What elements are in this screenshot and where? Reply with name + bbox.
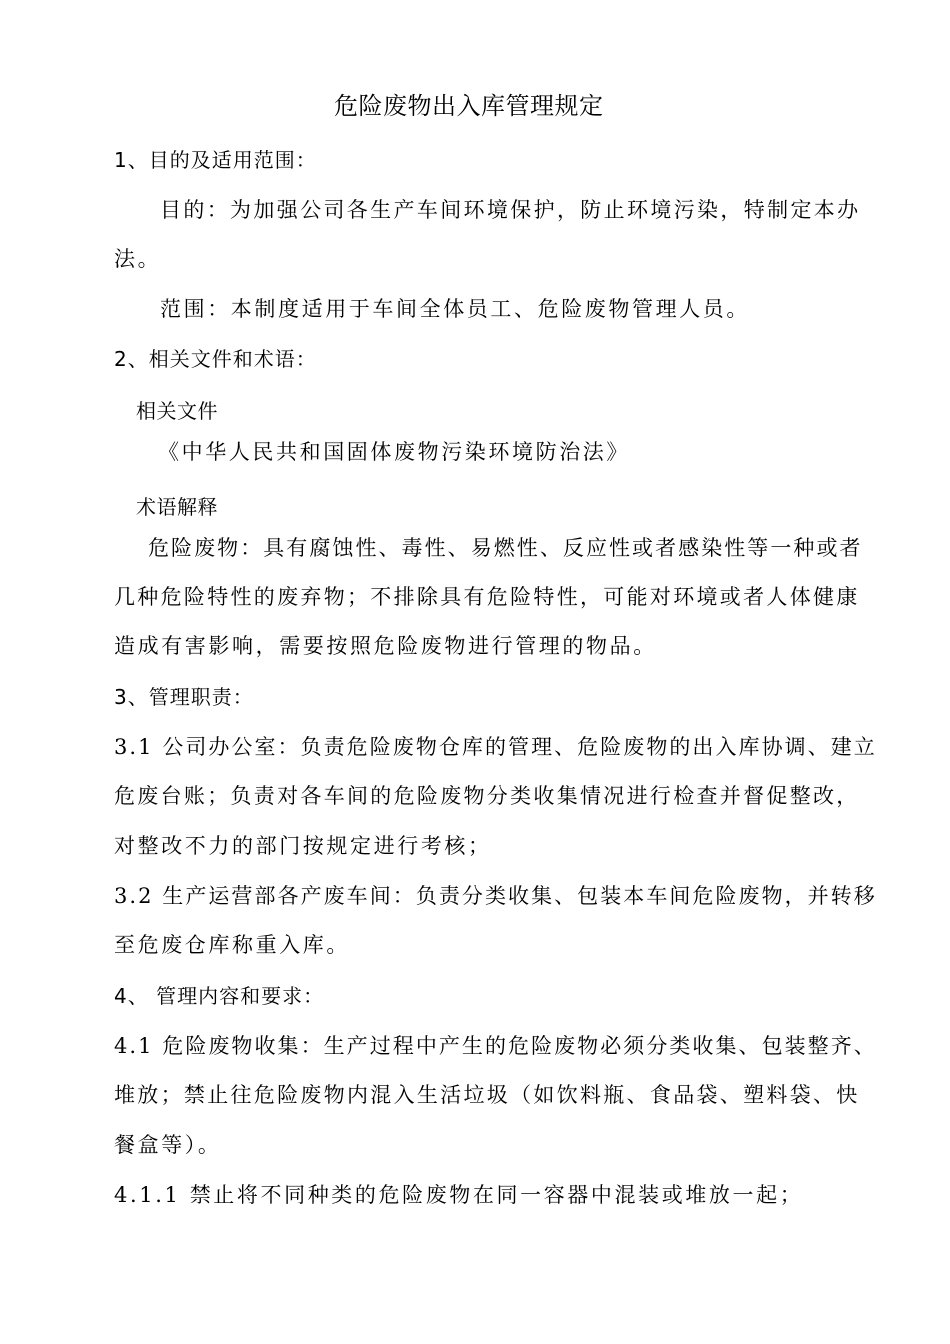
item-3-1-line-2: 危废台账；负责对各车间的危险废物分类收集情况进行检查并督促整改， — [114, 784, 860, 808]
related-documents-heading: 相关文件 — [136, 399, 218, 423]
section-2-heading: 2、相关文件和术语： — [114, 347, 317, 371]
page-title: 危险废物出入库管理规定 — [334, 92, 604, 120]
scope-paragraph: 范围：本制度适用于车间全体员工、危险废物管理人员。 — [160, 297, 750, 321]
section-3-heading: 3、管理职责： — [114, 685, 254, 709]
section-1-heading: 1、目的及适用范围： — [114, 148, 317, 172]
item-3-1-line-1: 3.1 公司办公室：负责危险废物仓库的管理、危险废物的出入库协调、建立 — [114, 735, 877, 759]
item-4-1-line-2: 堆放；禁止往危险废物内混入生活垃圾（如饮料瓶、食品袋、塑料袋、快 — [114, 1083, 860, 1107]
definition-line-1: 危险废物：具有腐蚀性、毒性、易燃性、反应性或者感染性等一种或者 — [148, 536, 863, 560]
definition-line-2: 几种危险特性的废弃物；不排除具有危险特性，可能对环境或者人体健康 — [114, 585, 860, 609]
item-3-2-line-2: 至危废仓库称重入库。 — [114, 933, 350, 957]
item-3-1-line-3: 对整改不力的部门按规定进行考核； — [114, 834, 492, 858]
item-4-1-1: 4.1.1 禁止将不同种类的危险废物在同一容器中混装或堆放一起； — [114, 1183, 804, 1207]
item-4-1-line-3: 餐盒等）。 — [114, 1133, 222, 1157]
item-4-1-line-1: 4.1 危险废物收集：生产过程中产生的危险废物必须分类收集、包装整齐、 — [114, 1034, 877, 1058]
definition-line-3: 造成有害影响，需要按照危险废物进行管理的物品。 — [114, 634, 657, 658]
purpose-paragraph-line-1: 目的：为加强公司各生产车间环境保护，防止环境污染，特制定本办 — [160, 198, 861, 222]
related-law-title: 《中华人民共和国固体废物污染环境防治法》 — [158, 440, 630, 464]
item-3-2-line-1: 3.2 生产运营部各产废车间：负责分类收集、包装本车间危险废物，并转移 — [114, 884, 877, 908]
purpose-paragraph-line-2: 法。 — [114, 247, 162, 271]
section-4-heading: 4、 管理内容和要求： — [114, 984, 325, 1008]
terms-heading: 术语解释 — [136, 495, 218, 519]
